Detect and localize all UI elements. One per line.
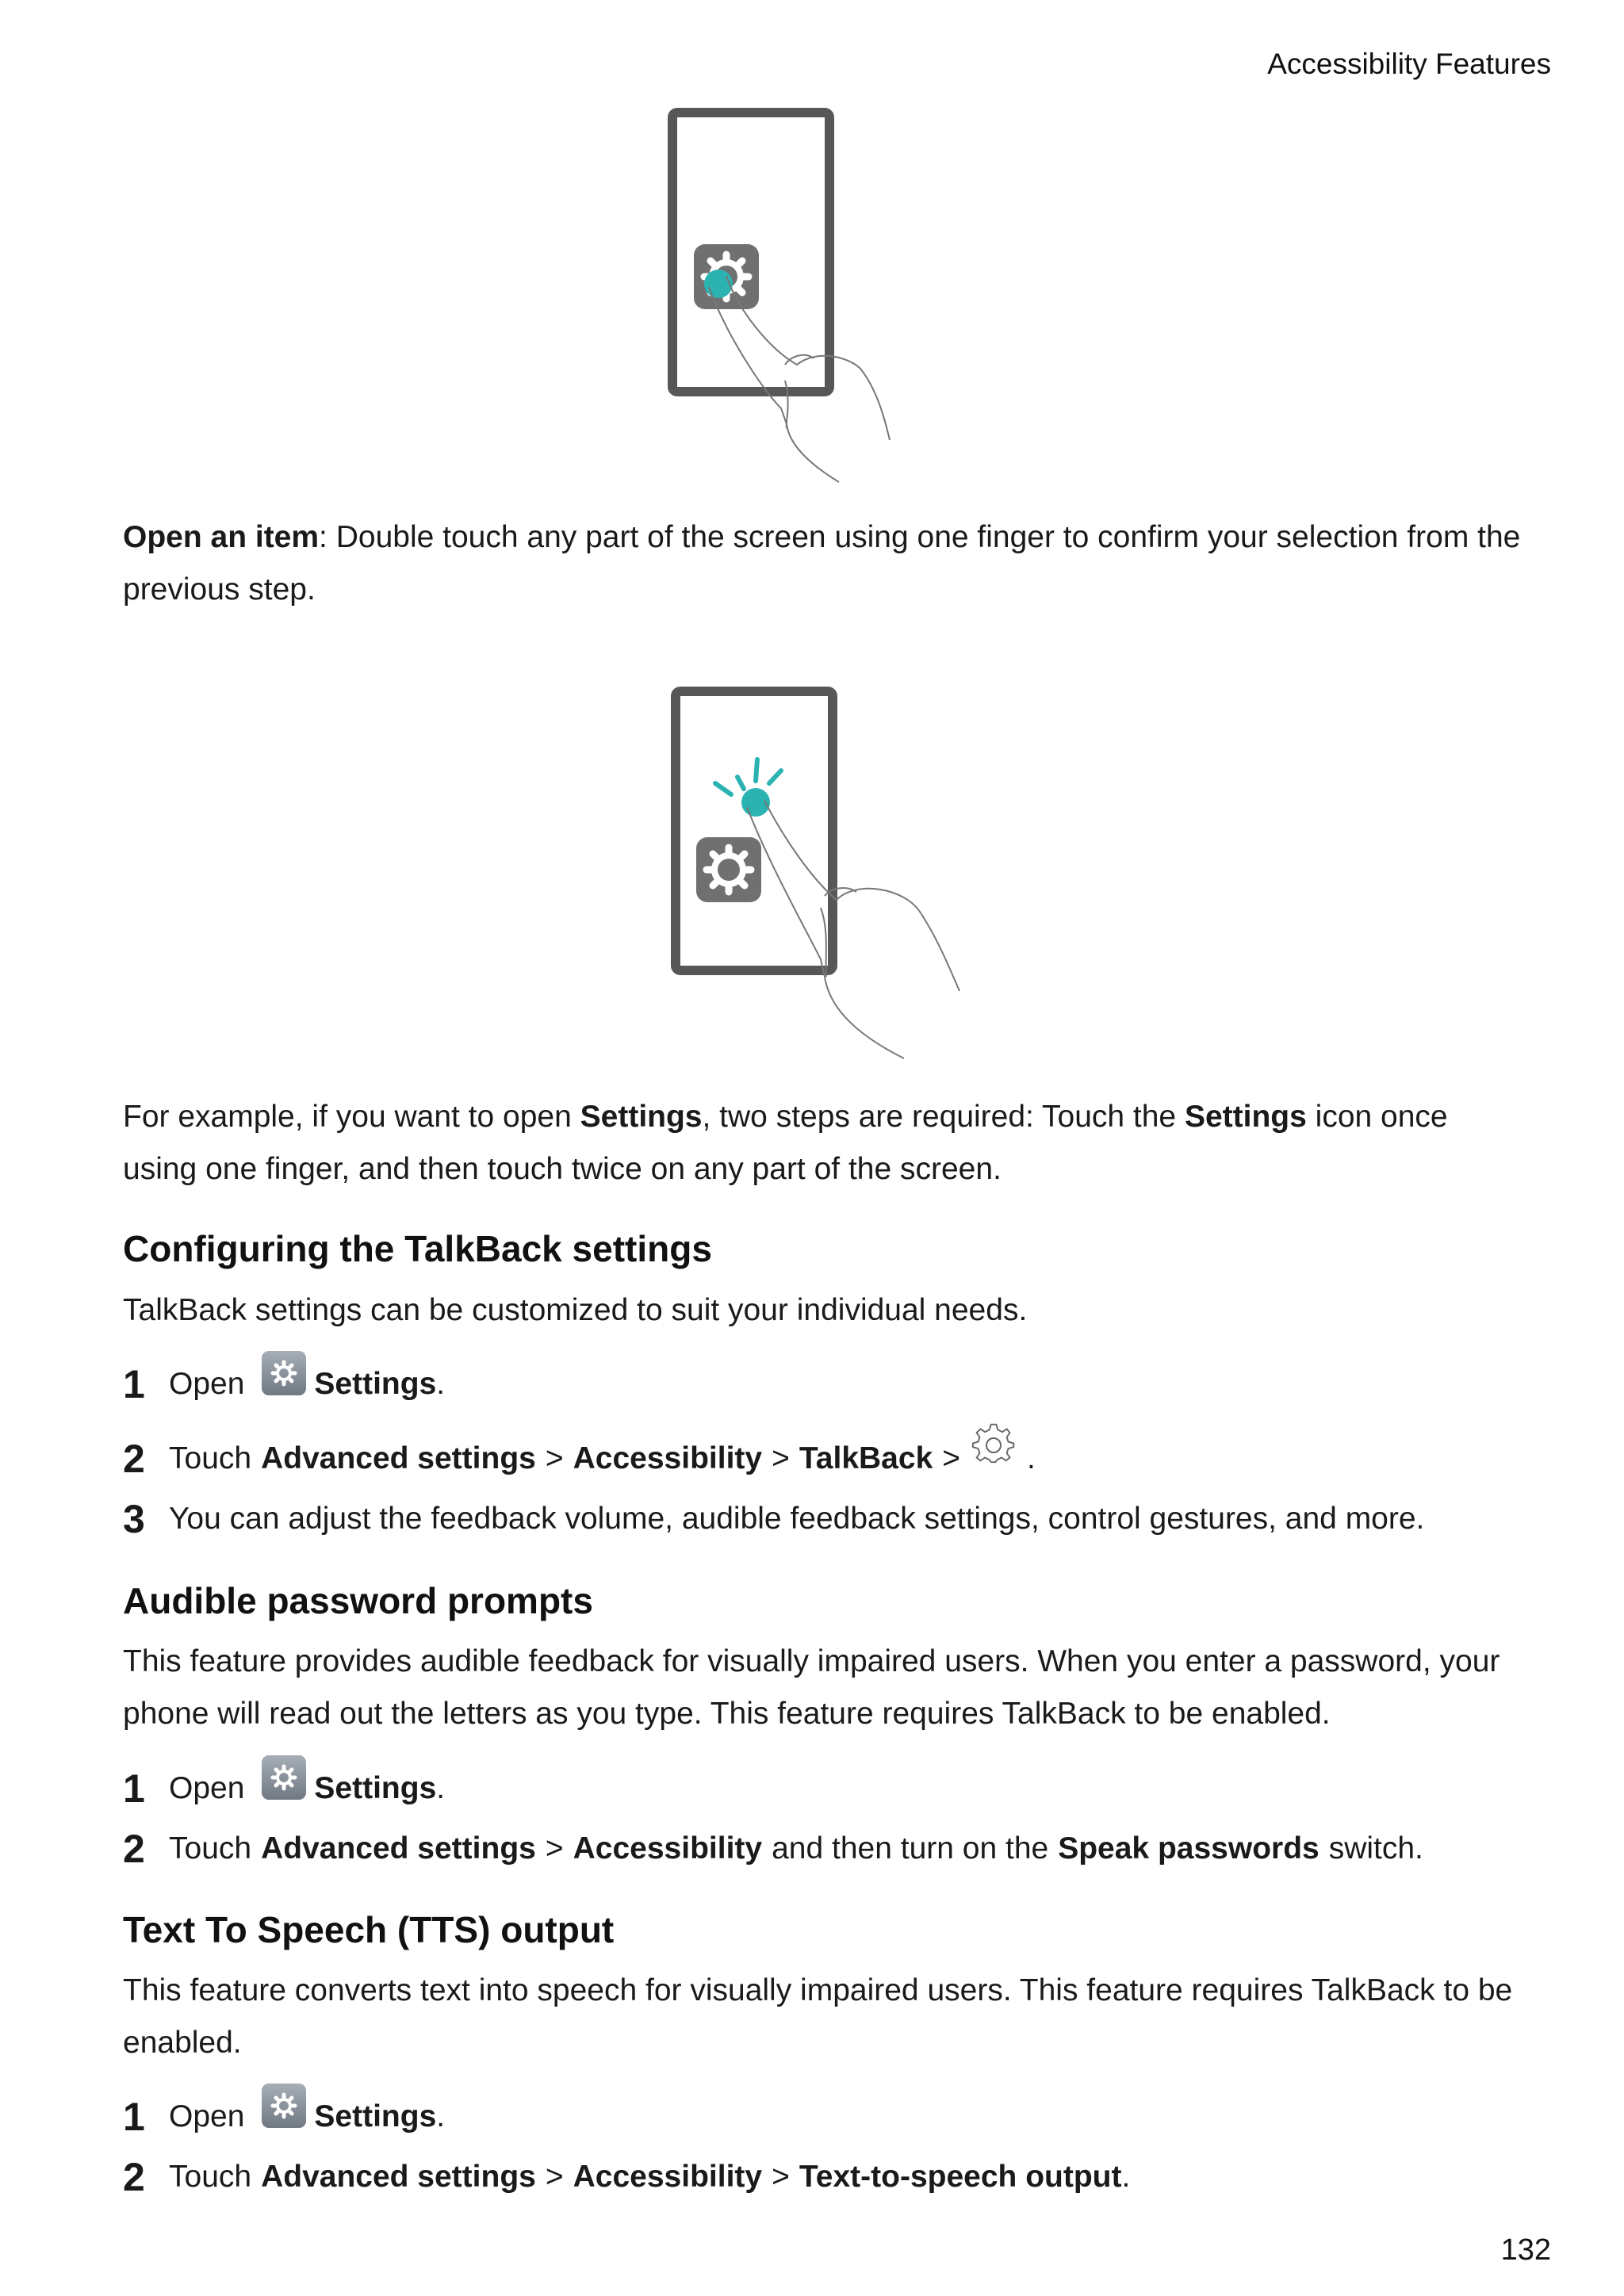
step-number: 2 xyxy=(123,2155,145,2199)
step-text: and then turn on the xyxy=(772,1831,1049,1866)
tts-intro: This feature converts text into speech for visually impaired users. This feature requires TalkBack to be enabled. xyxy=(123,1973,1513,2060)
password-step-1 xyxy=(123,1765,445,1812)
section-header: Accessibility Features xyxy=(1267,48,1551,80)
example-paragraph xyxy=(123,1091,1526,1196)
tts-heading: Text To Speech (TTS) output xyxy=(123,1909,615,1950)
step-touch-text: Touch xyxy=(169,1441,252,1475)
settings-gear-icon xyxy=(262,2084,306,2128)
talkback-intro: TalkBack settings can be customized to suit your individual needs. xyxy=(123,1293,1028,1327)
example-settings-2: Settings xyxy=(1184,1100,1307,1134)
talkback-heading: Configuring the TalkBack settings xyxy=(123,1228,712,1269)
settings-gear-icon xyxy=(262,1351,306,1395)
open-item-label: Open an item xyxy=(123,520,320,554)
password-step-2 xyxy=(123,1825,1423,1873)
settings-gear-icon xyxy=(262,1755,306,1800)
step-settings-label: Settings xyxy=(314,2099,437,2133)
password-heading: Audible password prompts xyxy=(123,1580,593,1621)
step-open-text: Open xyxy=(169,1367,245,1401)
step-period: . xyxy=(1121,2160,1131,2194)
step-number: 1 xyxy=(123,1362,145,1406)
step-settings-label: Settings xyxy=(314,1367,437,1401)
single-tap-illustration xyxy=(650,103,904,492)
step-settings-label: Settings xyxy=(314,1771,437,1805)
password-intro: This feature provides audible feedback for visually impaired users. When you enter a password, your phone will read out the letters as you type. This feature requires TalkBack to be enabled. xyxy=(123,1644,1500,1731)
speak-passwords-label: Speak passwords xyxy=(1058,1831,1320,1866)
advanced-settings-label: Advanced settings xyxy=(261,1441,536,1475)
open-item-paragraph xyxy=(123,511,1526,616)
step-touch-text: Touch xyxy=(169,2160,252,2194)
settings-gear-icon xyxy=(696,837,761,902)
step-open-text: Open xyxy=(169,1771,245,1805)
step-number: 2 xyxy=(123,1827,145,1871)
example-text-3: icon once using one finger, and then touch twice on any part of the screen. xyxy=(123,1100,1448,1186)
talkback-label: TalkBack xyxy=(799,1441,933,1475)
example-text-1: For example, if you want to open xyxy=(123,1100,580,1134)
path-separator: > xyxy=(545,2160,564,2194)
talkback-step-3 xyxy=(123,1495,1424,1543)
step-text: switch. xyxy=(1328,1831,1423,1866)
example-settings-1: Settings xyxy=(580,1100,703,1134)
path-separator: > xyxy=(545,1831,564,1866)
talkback-step-1 xyxy=(123,1360,445,1408)
double-tap-illustration xyxy=(658,682,975,1070)
step-number: 3 xyxy=(123,1497,145,1541)
step-number: 2 xyxy=(123,1437,145,1481)
step-touch-text: Touch xyxy=(169,1831,252,1866)
accessibility-label: Accessibility xyxy=(573,1441,763,1475)
step-text: You can adjust the feedback volume, audible feedback settings, control gestures, and more. xyxy=(169,1502,1425,1536)
step-period: . xyxy=(436,2099,446,2133)
path-separator: > xyxy=(772,1441,790,1475)
step-number: 1 xyxy=(123,2095,145,2139)
gear-outline-icon xyxy=(971,1423,1016,1475)
path-separator: > xyxy=(772,2160,790,2194)
step-number: 1 xyxy=(123,1766,145,1811)
page-number: 132 xyxy=(1500,2233,1551,2267)
step-period: . xyxy=(436,1367,446,1401)
step-period: . xyxy=(436,1771,446,1805)
advanced-settings-label: Advanced settings xyxy=(261,1831,536,1866)
open-item-text: : Double touch any part of the screen using one finger to confirm your selection from the previous step. xyxy=(123,520,1521,607)
accessibility-label: Accessibility xyxy=(573,1831,763,1866)
advanced-settings-label: Advanced settings xyxy=(261,2160,536,2194)
path-separator: > xyxy=(942,1441,961,1475)
step-open-text: Open xyxy=(169,2099,245,2133)
example-text-2: , two steps are required: Touch the xyxy=(702,1100,1185,1134)
tts-output-label: Text-to-speech output xyxy=(799,2160,1122,2194)
tts-step-1 xyxy=(123,2093,445,2141)
talkback-step-2 xyxy=(123,1435,1036,1483)
tts-step-2 xyxy=(123,2153,1130,2201)
step-period: . xyxy=(1027,1441,1036,1475)
path-separator: > xyxy=(545,1441,564,1475)
accessibility-label: Accessibility xyxy=(573,2160,763,2194)
